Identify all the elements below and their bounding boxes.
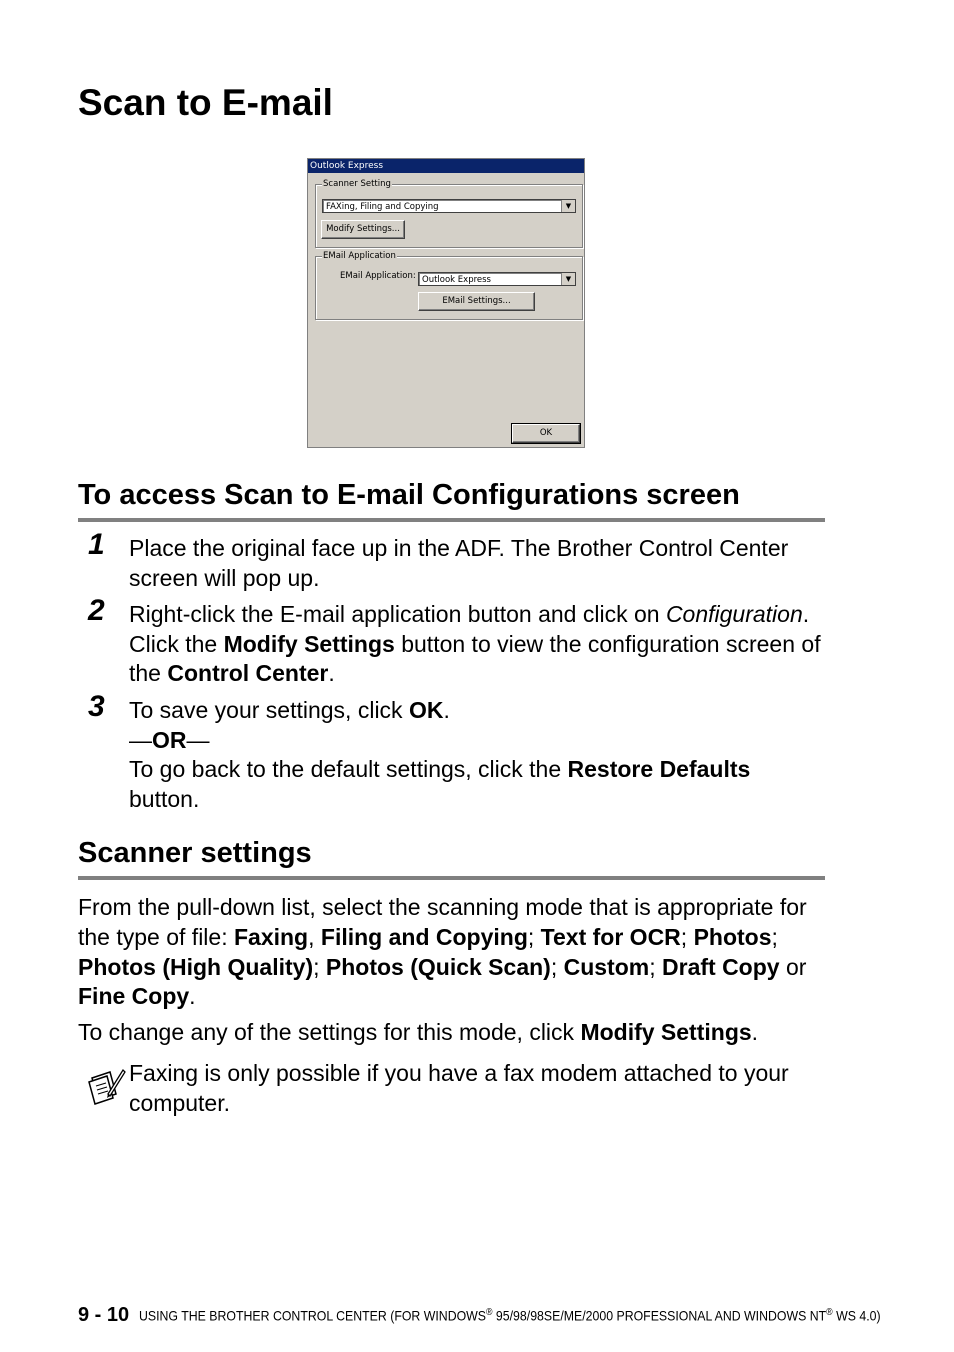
bold-text: Draft Copy [662, 953, 780, 980]
text-run: ; [771, 923, 778, 950]
bold-text: OK [408, 697, 444, 723]
ok-button[interactable]: OK [512, 424, 580, 443]
text-run: WS 4.0) [832, 1307, 881, 1324]
scanner-setting-group-label: Scanner Setting [323, 179, 391, 189]
modify-settings-button[interactable]: Modify Settings... [321, 220, 405, 239]
email-application-group-label: EMail Application [323, 251, 396, 261]
bold-text: Photos [693, 923, 772, 950]
section-heading-scanner-settings: Scanner settings [78, 837, 312, 869]
scanner-mode-combo-value: FAXing, Filing and Copying [326, 202, 439, 212]
text-run: ; [550, 953, 564, 980]
registered-mark: ® [486, 1307, 493, 1318]
scanner-mode-combo[interactable] [322, 199, 576, 213]
section-heading-access-config: To access Scan to E-mail Configurations screen [78, 479, 740, 511]
note-text: Faxing is only possible if you have a fax modem attached to your computer. [129, 1060, 789, 1116]
email-settings-button[interactable]: EMail Settings... [418, 292, 535, 311]
bold-text: Filing and Copying [320, 923, 528, 950]
step-number: 1 [88, 528, 105, 561]
text-run: To go back to the default settings, click the [129, 756, 568, 782]
outlook-express-dialog-screenshot [307, 158, 585, 448]
email-application-combo-value: Outlook Express [422, 275, 491, 285]
bold-text: Control Center [167, 660, 329, 686]
email-application-combo[interactable] [418, 272, 576, 286]
text-run: To save your settings, click [129, 697, 409, 723]
chevron-down-icon[interactable]: ▼ [561, 273, 575, 285]
text-run: ; [527, 923, 541, 950]
bold-text: OR [152, 726, 187, 753]
section-rule [78, 876, 825, 880]
email-application-group [315, 251, 583, 320]
scanner-setting-group [315, 179, 583, 248]
footer-text [139, 1300, 881, 1329]
paragraph-scanning-modes [78, 893, 825, 1012]
text-run: To change any of the settings for this mode, click [78, 1019, 581, 1045]
bold-text: Modify Settings [223, 630, 395, 657]
text-run: ; [680, 923, 694, 950]
bold-text: Custom [563, 953, 650, 980]
bold-text: Faxing [233, 923, 309, 950]
text-run: . [189, 983, 196, 1010]
chevron-down-icon[interactable]: ▼ [561, 200, 575, 212]
paragraph-modify-settings [78, 1018, 825, 1048]
text-run: USING THE BROTHER CONTROL CENTER (FOR WINDOWS [139, 1307, 487, 1324]
step-number: 3 [88, 690, 105, 723]
page-number: 9 - 10 [78, 1303, 130, 1326]
text-run: . [328, 660, 335, 686]
text-run: ; [313, 953, 326, 980]
bold-text: Text for OCR [540, 923, 681, 950]
text-run: button to view the configuration screen of the [129, 630, 821, 686]
text-run: From the pull-down list, select the scanning mode that is appropriate for the type of file: [78, 894, 807, 950]
step-text: Place the original face up in the ADF. The Brother Control Center screen will pop up. [129, 535, 789, 591]
page-title: Scan to E-mail [78, 82, 333, 123]
text-run: — [129, 726, 152, 753]
step-text [129, 600, 824, 689]
email-application-label: EMail Application: [340, 271, 416, 281]
text-run: ; [649, 953, 663, 980]
text-run: . Click the [129, 601, 810, 657]
note-pad-pencil-icon [86, 1066, 126, 1106]
bold-text: Modify Settings [580, 1019, 752, 1045]
text-run: Right-click the E-mail application button and click on [129, 601, 666, 627]
registered-mark: ® [826, 1307, 833, 1318]
text-run: or [779, 953, 807, 980]
bold-text: Photos (High Quality) [78, 953, 314, 980]
text-run: 95/98/98SE/ME/2000 PROFESSIONAL AND WINDOWS NT [492, 1307, 827, 1324]
dialog-title-bar: Outlook Express [308, 159, 584, 173]
text-run: . [751, 1019, 759, 1045]
bold-text: Photos (Quick Scan) [325, 953, 551, 980]
text-run: , [308, 923, 321, 950]
bold-text: Fine Copy [78, 983, 190, 1010]
text-run: — [186, 726, 210, 753]
italic-text: Configuration [665, 601, 803, 627]
page-footer [78, 1300, 954, 1329]
step-text [129, 696, 824, 814]
text-run: button. [129, 785, 200, 812]
text-run: . [443, 697, 450, 723]
section-rule [78, 518, 825, 522]
step-number: 2 [88, 594, 105, 627]
bold-text: Restore Defaults [567, 756, 751, 782]
